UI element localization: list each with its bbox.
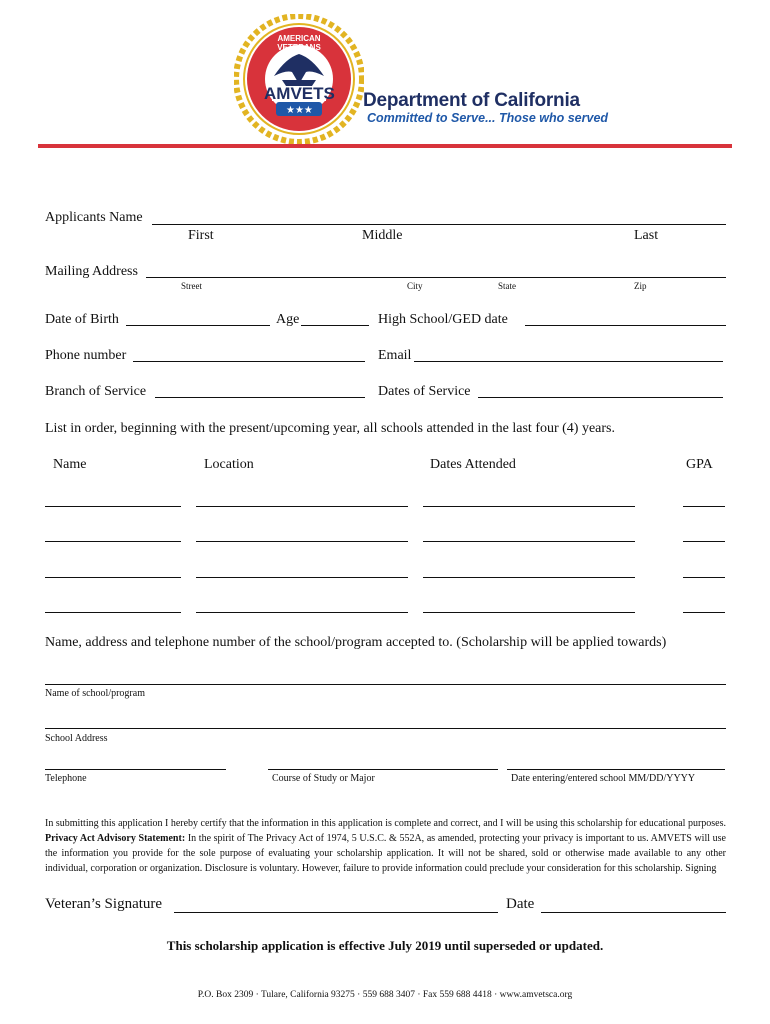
phone-label: Phone number	[45, 348, 127, 363]
org-title: Department of California	[363, 90, 580, 111]
school-gpa-field[interactable]	[683, 541, 725, 542]
applicant-name-label: Applicants Name	[45, 210, 143, 225]
logo-arc-text: AMERICAN VETERANS	[277, 34, 321, 52]
age-label: Age	[276, 312, 300, 327]
school-location-field[interactable]	[196, 612, 408, 613]
dates-of-service-label: Dates of Service	[378, 384, 471, 399]
col-header-location: Location	[204, 457, 254, 472]
school-name-field[interactable]	[45, 612, 181, 613]
course-field[interactable]	[268, 769, 498, 770]
org-tagline: Committed to Serve... Those who served	[367, 111, 609, 125]
mailing-address-field[interactable]	[146, 277, 726, 278]
school-dates-field[interactable]	[423, 612, 635, 613]
school-dates-field[interactable]	[423, 506, 635, 507]
hs-ged-label: High School/GED date	[378, 312, 508, 327]
telephone-field[interactable]	[45, 769, 226, 770]
school-program-field[interactable]	[45, 684, 726, 685]
school-address-field[interactable]	[45, 728, 726, 729]
telephone-caption: Telephone	[45, 773, 87, 784]
course-caption: Course of Study or Major	[272, 773, 375, 784]
date-entering-field[interactable]	[507, 769, 725, 770]
address-street-caption: Street	[181, 281, 202, 291]
col-header-name: Name	[53, 457, 87, 472]
school-address-caption: School Address	[45, 733, 108, 744]
school-location-field[interactable]	[196, 577, 408, 578]
name-middle-caption: Middle	[362, 228, 403, 243]
header-divider	[38, 144, 732, 148]
certify-text-1: In submitting this application I hereby certify that the information in this application is complete and correct, and I will be using this scholarship for educational purposes.	[45, 818, 726, 829]
schools-instruction: List in order, beginning with the present/upcoming year, all schools attended in the last four (4) years.	[45, 421, 616, 436]
accepted-instruction: Name, address and telephone number of the school/program accepted to. (Scholarship will be applied towards)	[45, 635, 667, 650]
date-entering-caption: Date entering/entered school MM/DD/YYYY	[511, 773, 696, 784]
school-dates-field[interactable]	[423, 577, 635, 578]
footer-contact: P.O. Box 2309 · Tulare, California 93275 · 559 688 3407 · Fax 559 688 4418 · www.amvetsca.org	[197, 990, 573, 1000]
school-name-field[interactable]	[45, 541, 181, 542]
school-program-caption: Name of school/program	[45, 688, 145, 699]
school-gpa-field[interactable]	[683, 506, 725, 507]
school-name-field[interactable]	[45, 577, 181, 578]
school-gpa-field[interactable]	[683, 577, 725, 578]
branch-field[interactable]	[155, 397, 365, 398]
address-city-caption: City	[407, 281, 423, 291]
privacy-heading: Privacy Act Advisory Statement:	[45, 833, 186, 844]
col-header-dates: Dates Attended	[430, 457, 516, 472]
certification-paragraph	[45, 816, 726, 876]
col-header-gpa: GPA	[686, 457, 713, 472]
signature-date-field[interactable]	[541, 912, 726, 913]
amvets-logo	[234, 14, 364, 144]
school-location-field[interactable]	[196, 506, 408, 507]
mailing-address-label: Mailing Address	[45, 264, 138, 279]
school-location-field[interactable]	[196, 541, 408, 542]
dob-field[interactable]	[126, 325, 270, 326]
signature-date-label: Date	[506, 896, 535, 912]
school-dates-field[interactable]	[423, 541, 635, 542]
email-label: Email	[378, 348, 412, 363]
svg-text:★★★: ★★★	[286, 105, 313, 116]
email-field[interactable]	[414, 361, 723, 362]
logo-word: AMVETS	[264, 84, 335, 103]
address-zip-caption: Zip	[634, 281, 647, 291]
phone-field[interactable]	[133, 361, 365, 362]
age-field[interactable]	[301, 325, 369, 326]
name-last-caption: Last	[634, 228, 659, 243]
hs-ged-field[interactable]	[525, 325, 726, 326]
applicant-name-field[interactable]	[152, 224, 726, 225]
signature-label: Veteran’s Signature	[45, 896, 163, 912]
dob-label: Date of Birth	[45, 312, 119, 327]
effective-statement: This scholarship application is effective July 2019 until superseded or updated.	[166, 938, 604, 953]
school-name-field[interactable]	[45, 506, 181, 507]
name-first-caption: First	[188, 228, 214, 243]
dates-of-service-field[interactable]	[478, 397, 723, 398]
branch-label: Branch of Service	[45, 384, 147, 399]
signature-field[interactable]	[174, 912, 498, 913]
certify-text-2: In the spirit of The Privacy Act of 1974, 5 U.S.C. & 552A, as amended, protecting your privacy is important to us. AMVETS will use the information you provide for the sole purpose of evaluating your scholarship application. It will not be shared, sold or otherwise made available to any other individual, corporation or organization. Disclosure is voluntary. However, failure to provide information could preclude your consideration for this scholarship. Signing	[45, 833, 726, 874]
address-state-caption: State	[498, 281, 516, 291]
school-gpa-field[interactable]	[683, 612, 725, 613]
